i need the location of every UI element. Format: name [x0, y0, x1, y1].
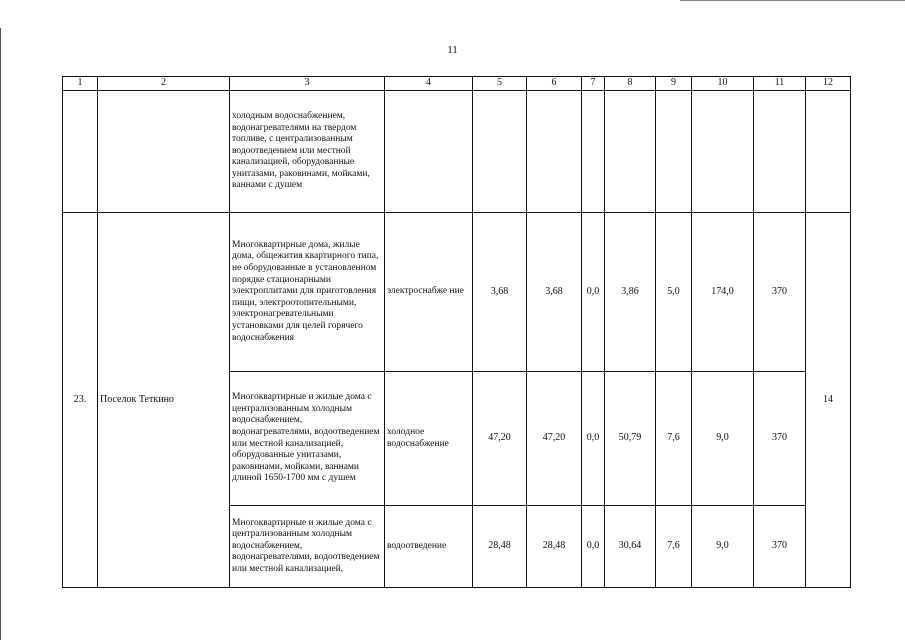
page-top-edge — [680, 0, 905, 1]
table-header-row — [63, 77, 851, 91]
continuation-cell-1 — [63, 91, 98, 213]
continuation-cell-8 — [605, 91, 656, 213]
column-header-3: 3 — [230, 77, 385, 91]
housing-description: Многоквартирные и жилые дома с централизованным холодным водоснабжением, водонагревателями, водоотведением или местной канализацией, — [230, 506, 385, 588]
value-col-5: 28,48 — [473, 506, 527, 588]
value-col-5: 47,20 — [473, 372, 527, 506]
column-header-1: 1 — [63, 77, 98, 91]
continuation-cell-7 — [582, 91, 605, 213]
settlement-name: Поселок Теткино — [98, 213, 230, 588]
continuation-description: холодным водоснабжением, водонагревателями на твердом топливе, с централизованным водоотведением или местной канализацией, оборудованные унитазами, раковинами, мойками, ваннами с душем — [230, 91, 385, 213]
continuation-cell-10 — [692, 91, 754, 213]
utility-type: электроснабже ние — [385, 213, 473, 372]
value-col-6: 3,68 — [527, 213, 582, 372]
continuation-cell-4 — [385, 91, 473, 213]
housing-description: Многоквартирные и жилые дома с централизованным холодным водоснабжением, водонагревателями, водоотведением или местной канализацией, оборудованные унитазами, раковинами, мойками, ваннами длиной 1650-1700 мм с душем — [230, 372, 385, 506]
value-col-9: 7,6 — [656, 372, 692, 506]
value-col-10: 9,0 — [692, 372, 754, 506]
column-header-4: 4 — [385, 77, 473, 91]
value-col-7: 0,0 — [582, 213, 605, 372]
continuation-cell-5 — [473, 91, 527, 213]
value-col-11: 370 — [754, 372, 806, 506]
value-col-9: 5,0 — [656, 213, 692, 372]
utility-type: холодное водоснабжение — [385, 372, 473, 506]
continuation-cell-12 — [806, 91, 851, 213]
continuation-cell-2 — [98, 91, 230, 213]
tariff-table — [62, 76, 851, 588]
value-col-11: 370 — [754, 506, 806, 588]
value-col-6: 28,48 — [527, 506, 582, 588]
housing-description: Многоквартирные дома, жилые дома, общежития квартирного типа, не оборудованные в установленном порядке стационарными электроплитами для приготовления пищи, электроотопительными, электронагревательными установками для целей горячего водоснабжения — [230, 213, 385, 372]
continuation-row — [63, 91, 851, 213]
continuation-cell-6 — [527, 91, 582, 213]
column-header-2: 2 — [98, 77, 230, 91]
column-header-12: 12 — [806, 77, 851, 91]
column-header-11: 11 — [754, 77, 806, 91]
value-col-12: 14 — [806, 213, 851, 588]
value-col-7: 0,0 — [582, 506, 605, 588]
column-header-9: 9 — [656, 77, 692, 91]
continuation-cell-9 — [656, 91, 692, 213]
value-col-8: 50,79 — [605, 372, 656, 506]
column-header-7: 7 — [582, 77, 605, 91]
continuation-cell-11 — [754, 91, 806, 213]
row-number: 23. — [63, 213, 98, 588]
value-col-10: 9,0 — [692, 506, 754, 588]
value-col-8: 30,64 — [605, 506, 656, 588]
value-col-7: 0,0 — [582, 372, 605, 506]
page-left-edge — [0, 28, 1, 640]
value-col-10: 174,0 — [692, 213, 754, 372]
value-col-6: 47,20 — [527, 372, 582, 506]
value-col-11: 370 — [754, 213, 806, 372]
column-header-6: 6 — [527, 77, 582, 91]
table-row — [63, 213, 851, 372]
utility-type: водоотведение — [385, 506, 473, 588]
value-col-5: 3,68 — [473, 213, 527, 372]
column-header-10: 10 — [692, 77, 754, 91]
column-header-8: 8 — [605, 77, 656, 91]
value-col-8: 3,86 — [605, 213, 656, 372]
value-col-9: 7,6 — [656, 506, 692, 588]
column-header-5: 5 — [473, 77, 527, 91]
page-number: 11 — [447, 44, 458, 56]
